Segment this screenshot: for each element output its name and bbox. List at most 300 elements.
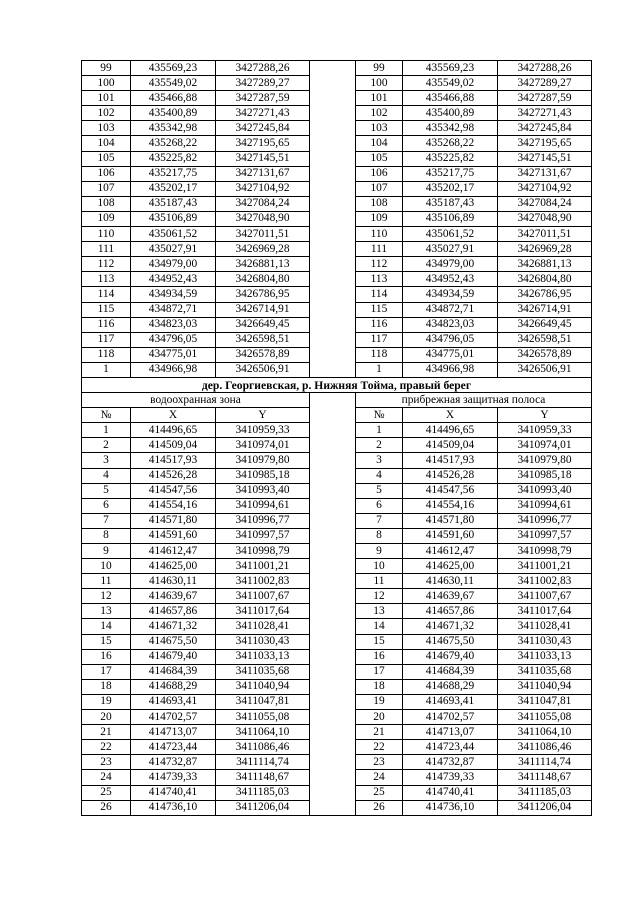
left-coord-x-cell: 414713,07 — [131, 725, 216, 740]
gap-cell — [310, 76, 356, 91]
right-coord-y-cell: 3411064,10 — [498, 725, 592, 740]
left-point-number-cell: 110 — [82, 227, 131, 242]
right-point-number-cell: 17 — [356, 664, 403, 679]
right-point-number-cell: 110 — [356, 227, 403, 242]
left-coord-x-cell: 414554,16 — [131, 498, 216, 513]
right-coord-y-cell: 3426881,13 — [498, 257, 592, 272]
left-coord-y-cell: 3427131,67 — [216, 166, 310, 181]
left-coord-x-cell: 435106,89 — [131, 211, 216, 226]
left-coord-x-cell: 414547,56 — [131, 483, 216, 498]
left-number-header: № — [82, 408, 131, 423]
left-coord-x-cell: 414526,28 — [131, 468, 216, 483]
left-coord-x-cell: 435217,75 — [131, 166, 216, 181]
table-row — [82, 227, 592, 242]
right-coord-y-cell: 3411035,68 — [498, 664, 592, 679]
left-coord-x-cell: 435027,91 — [131, 242, 216, 257]
right-coord-x-cell: 435225,82 — [403, 151, 498, 166]
table-row — [82, 61, 592, 76]
left-coord-x-cell: 414591,60 — [131, 528, 216, 543]
left-coord-x-cell: 435466,88 — [131, 91, 216, 106]
left-coord-y-cell: 3427084,24 — [216, 196, 310, 211]
right-coord-x-cell: 414740,41 — [403, 785, 498, 800]
right-coord-x-cell: 434952,43 — [403, 272, 498, 287]
right-coord-y-cell: 3411040,94 — [498, 679, 592, 694]
left-point-number-cell: 118 — [82, 347, 131, 362]
right-coord-x-cell: 414739,33 — [403, 770, 498, 785]
right-coord-x-cell: 434872,71 — [403, 302, 498, 317]
right-coord-y-cell: 3427195,65 — [498, 136, 592, 151]
left-coord-x-cell: 414657,86 — [131, 604, 216, 619]
right-point-number-cell: 10 — [356, 559, 403, 574]
right-coord-x-cell: 435187,43 — [403, 196, 498, 211]
left-point-number-cell: 12 — [82, 589, 131, 604]
right-coord-y-cell: 3426786,95 — [498, 287, 592, 302]
table-row — [82, 257, 592, 272]
right-coord-x-cell: 414509,04 — [403, 438, 498, 453]
left-point-number-cell: 22 — [82, 740, 131, 755]
left-coord-y-cell: 3426804,80 — [216, 272, 310, 287]
table-row — [82, 800, 592, 815]
left-coord-x-cell: 414675,50 — [131, 634, 216, 649]
table-row — [82, 740, 592, 755]
table-row — [82, 272, 592, 287]
left-coord-x-cell: 434775,01 — [131, 347, 216, 362]
right-coord-x-cell: 414496,65 — [403, 423, 498, 438]
left-coord-x-cell: 414702,57 — [131, 710, 216, 725]
gap-cell — [310, 453, 356, 468]
right-coord-x-cell: 435466,88 — [403, 91, 498, 106]
right-coord-x-cell: 434796,05 — [403, 332, 498, 347]
left-point-number-cell: 109 — [82, 211, 131, 226]
right-coord-y-cell: 3426598,51 — [498, 332, 592, 347]
gap-cell — [310, 211, 356, 226]
table-row — [82, 649, 592, 664]
table-row — [82, 438, 592, 453]
left-coord-x-cell: 435268,22 — [131, 136, 216, 151]
left-point-number-cell: 16 — [82, 649, 131, 664]
table-row — [82, 453, 592, 468]
left-point-number-cell: 102 — [82, 106, 131, 121]
left-y-header: Y — [216, 408, 310, 423]
left-coord-y-cell: 3410998,79 — [216, 544, 310, 559]
right-coord-x-cell: 414612,47 — [403, 544, 498, 559]
table-row — [82, 317, 592, 332]
left-point-number-cell: 111 — [82, 242, 131, 257]
left-coord-y-cell: 3411040,94 — [216, 679, 310, 694]
gap-cell — [310, 800, 356, 815]
left-coord-y-cell: 3410993,40 — [216, 483, 310, 498]
right-point-number-cell: 15 — [356, 634, 403, 649]
left-coord-x-cell: 434823,03 — [131, 317, 216, 332]
right-point-number-cell: 111 — [356, 242, 403, 257]
table-row — [82, 785, 592, 800]
right-coord-y-cell: 3411030,43 — [498, 634, 592, 649]
table-row — [82, 332, 592, 347]
left-coord-y-cell: 3427289,27 — [216, 76, 310, 91]
right-coord-x-cell: 435400,89 — [403, 106, 498, 121]
gap-cell — [310, 362, 356, 377]
gap-cell — [310, 649, 356, 664]
right-coord-y-cell: 3426506,91 — [498, 362, 592, 377]
left-coord-x-cell: 414739,33 — [131, 770, 216, 785]
section-title-row — [82, 377, 592, 392]
gap-cell — [310, 408, 356, 423]
left-point-number-cell: 24 — [82, 770, 131, 785]
left-coord-y-cell: 3411064,10 — [216, 725, 310, 740]
right-coord-y-cell: 3411086,46 — [498, 740, 592, 755]
right-coord-x-cell: 414630,11 — [403, 574, 498, 589]
left-coord-y-cell: 3411086,46 — [216, 740, 310, 755]
left-point-number-cell: 6 — [82, 498, 131, 513]
left-point-number-cell: 114 — [82, 287, 131, 302]
table-row — [82, 679, 592, 694]
gap-cell — [310, 347, 356, 362]
gap-cell — [310, 694, 356, 709]
left-coord-x-cell: 434952,43 — [131, 272, 216, 287]
left-coord-y-cell: 3411033,13 — [216, 649, 310, 664]
right-coord-y-cell: 3410998,79 — [498, 544, 592, 559]
left-x-header: X — [131, 408, 216, 423]
table-row — [82, 725, 592, 740]
left-coord-y-cell: 3411030,43 — [216, 634, 310, 649]
right-coord-y-cell: 3427289,27 — [498, 76, 592, 91]
left-coord-x-cell: 434872,71 — [131, 302, 216, 317]
right-point-number-cell: 9 — [356, 544, 403, 559]
left-coord-x-cell: 414732,87 — [131, 755, 216, 770]
table-row — [82, 287, 592, 302]
table-row — [82, 694, 592, 709]
right-coord-x-cell: 434775,01 — [403, 347, 498, 362]
left-coord-x-cell: 414740,41 — [131, 785, 216, 800]
right-coord-y-cell: 3427048,90 — [498, 211, 592, 226]
left-point-number-cell: 20 — [82, 710, 131, 725]
table-row — [82, 755, 592, 770]
right-coord-y-cell: 3411055,08 — [498, 710, 592, 725]
right-point-number-cell: 4 — [356, 468, 403, 483]
right-coord-x-cell: 414723,44 — [403, 740, 498, 755]
right-coord-x-cell: 434966,98 — [403, 362, 498, 377]
gap-cell — [310, 121, 356, 136]
table-row — [82, 770, 592, 785]
gap-cell — [310, 468, 356, 483]
left-point-number-cell: 115 — [82, 302, 131, 317]
table-row — [82, 196, 592, 211]
right-coord-y-cell: 3427011,51 — [498, 227, 592, 242]
right-coord-x-cell: 435217,75 — [403, 166, 498, 181]
right-coord-x-cell: 414517,93 — [403, 453, 498, 468]
right-zone-title: прибрежная защитная полоса — [356, 393, 592, 408]
left-coord-y-cell: 3426714,91 — [216, 302, 310, 317]
left-point-number-cell: 106 — [82, 166, 131, 181]
right-point-number-cell: 7 — [356, 513, 403, 528]
gap-cell — [310, 257, 356, 272]
right-coord-x-cell: 414657,86 — [403, 604, 498, 619]
gap-cell — [310, 589, 356, 604]
left-coord-x-cell: 435569,23 — [131, 61, 216, 76]
right-point-number-cell: 13 — [356, 604, 403, 619]
right-x-header: X — [403, 408, 498, 423]
left-point-number-cell: 3 — [82, 453, 131, 468]
left-point-number-cell: 1 — [82, 362, 131, 377]
gap-cell — [310, 740, 356, 755]
right-coord-y-cell: 3427287,59 — [498, 91, 592, 106]
left-coord-y-cell: 3427287,59 — [216, 91, 310, 106]
gap-cell — [310, 423, 356, 438]
left-coord-x-cell: 435061,52 — [131, 227, 216, 242]
right-coord-x-cell: 414591,60 — [403, 528, 498, 543]
right-point-number-cell: 16 — [356, 649, 403, 664]
gap-cell — [310, 725, 356, 740]
left-coord-y-cell: 3410979,80 — [216, 453, 310, 468]
left-coord-x-cell: 414693,41 — [131, 694, 216, 709]
right-coord-x-cell: 434823,03 — [403, 317, 498, 332]
right-coord-y-cell: 3411017,64 — [498, 604, 592, 619]
table-row — [82, 181, 592, 196]
left-coord-y-cell: 3410996,77 — [216, 513, 310, 528]
right-point-number-cell: 116 — [356, 317, 403, 332]
left-point-number-cell: 14 — [82, 619, 131, 634]
right-coord-y-cell: 3427145,51 — [498, 151, 592, 166]
left-coord-y-cell: 3410997,57 — [216, 528, 310, 543]
left-coord-x-cell: 414736,10 — [131, 800, 216, 815]
right-coord-x-cell: 435202,17 — [403, 181, 498, 196]
left-coord-y-cell: 3411017,64 — [216, 604, 310, 619]
gap-cell — [310, 136, 356, 151]
right-coord-y-cell: 3410974,01 — [498, 438, 592, 453]
left-point-number-cell: 10 — [82, 559, 131, 574]
left-coord-x-cell: 414612,47 — [131, 544, 216, 559]
right-coord-x-cell: 414554,16 — [403, 498, 498, 513]
left-coord-y-cell: 3426649,45 — [216, 317, 310, 332]
table-row — [82, 106, 592, 121]
table-row — [82, 423, 592, 438]
left-coord-x-cell: 435225,82 — [131, 151, 216, 166]
gap-cell — [310, 634, 356, 649]
right-coord-y-cell: 3410993,40 — [498, 483, 592, 498]
left-coord-x-cell: 414517,93 — [131, 453, 216, 468]
left-coord-x-cell: 435202,17 — [131, 181, 216, 196]
right-coord-y-cell: 3427084,24 — [498, 196, 592, 211]
table-row — [82, 242, 592, 257]
left-coord-y-cell: 3410974,01 — [216, 438, 310, 453]
left-point-number-cell: 112 — [82, 257, 131, 272]
gap-cell — [310, 438, 356, 453]
left-coord-x-cell: 435342,98 — [131, 121, 216, 136]
table-row — [82, 664, 592, 679]
table-row — [82, 136, 592, 151]
right-coord-x-cell: 414684,39 — [403, 664, 498, 679]
left-coord-y-cell: 3411148,67 — [216, 770, 310, 785]
left-coord-y-cell: 3411114,74 — [216, 755, 310, 770]
right-coord-y-cell: 3410994,61 — [498, 498, 592, 513]
gap-cell — [310, 664, 356, 679]
right-coord-x-cell: 414736,10 — [403, 800, 498, 815]
left-point-number-cell: 4 — [82, 468, 131, 483]
right-point-number-cell: 113 — [356, 272, 403, 287]
left-coord-y-cell: 3411001,21 — [216, 559, 310, 574]
left-coord-x-cell: 414639,67 — [131, 589, 216, 604]
right-point-number-cell: 102 — [356, 106, 403, 121]
right-coord-y-cell: 3426649,45 — [498, 317, 592, 332]
left-point-number-cell: 15 — [82, 634, 131, 649]
left-coord-y-cell: 3411002,83 — [216, 574, 310, 589]
right-coord-y-cell: 3411047,81 — [498, 694, 592, 709]
left-point-number-cell: 104 — [82, 136, 131, 151]
right-coord-y-cell: 3411001,21 — [498, 559, 592, 574]
table-row — [82, 362, 592, 377]
left-coord-y-cell: 3411047,81 — [216, 694, 310, 709]
gap-cell — [310, 619, 356, 634]
right-point-number-cell: 18 — [356, 679, 403, 694]
gap-cell — [310, 302, 356, 317]
left-point-number-cell: 21 — [82, 725, 131, 740]
left-coord-y-cell: 3411055,08 — [216, 710, 310, 725]
left-point-number-cell: 103 — [82, 121, 131, 136]
right-point-number-cell: 99 — [356, 61, 403, 76]
left-coord-y-cell: 3427145,51 — [216, 151, 310, 166]
left-point-number-cell: 19 — [82, 694, 131, 709]
right-point-number-cell: 104 — [356, 136, 403, 151]
table-row — [82, 604, 592, 619]
left-point-number-cell: 8 — [82, 528, 131, 543]
left-coord-x-cell: 435187,43 — [131, 196, 216, 211]
gap-cell — [310, 393, 356, 408]
right-coord-x-cell: 414571,80 — [403, 513, 498, 528]
table-row — [82, 634, 592, 649]
gap-cell — [310, 574, 356, 589]
right-coord-x-cell: 414693,41 — [403, 694, 498, 709]
left-point-number-cell: 116 — [82, 317, 131, 332]
gap-cell — [310, 528, 356, 543]
left-coord-x-cell: 435400,89 — [131, 106, 216, 121]
left-point-number-cell: 26 — [82, 800, 131, 815]
gap-cell — [310, 227, 356, 242]
left-point-number-cell: 23 — [82, 755, 131, 770]
left-coord-y-cell: 3427104,92 — [216, 181, 310, 196]
right-coord-y-cell: 3426714,91 — [498, 302, 592, 317]
right-point-number-cell: 114 — [356, 287, 403, 302]
right-point-number-cell: 109 — [356, 211, 403, 226]
right-coord-x-cell: 414625,00 — [403, 559, 498, 574]
right-coord-y-cell: 3410985,18 — [498, 468, 592, 483]
right-coord-y-cell: 3426969,28 — [498, 242, 592, 257]
right-coord-y-cell: 3410959,33 — [498, 423, 592, 438]
right-point-number-cell: 8 — [356, 528, 403, 543]
left-coord-y-cell: 3426881,13 — [216, 257, 310, 272]
gap-cell — [310, 513, 356, 528]
right-coord-y-cell: 3411033,13 — [498, 649, 592, 664]
left-coord-x-cell: 414723,44 — [131, 740, 216, 755]
gap-cell — [310, 604, 356, 619]
left-coord-y-cell: 3426506,91 — [216, 362, 310, 377]
left-point-number-cell: 7 — [82, 513, 131, 528]
gap-cell — [310, 242, 356, 257]
left-point-number-cell: 18 — [82, 679, 131, 694]
right-point-number-cell: 1 — [356, 423, 403, 438]
table-row — [82, 544, 592, 559]
right-coord-y-cell: 3411007,67 — [498, 589, 592, 604]
right-coord-y-cell: 3410996,77 — [498, 513, 592, 528]
left-coord-x-cell: 434979,00 — [131, 257, 216, 272]
left-coord-y-cell: 3410959,33 — [216, 423, 310, 438]
left-coord-x-cell: 414509,04 — [131, 438, 216, 453]
right-point-number-cell: 118 — [356, 347, 403, 362]
gap-cell — [310, 679, 356, 694]
left-coord-y-cell: 3410985,18 — [216, 468, 310, 483]
table-row — [82, 166, 592, 181]
left-coord-x-cell: 434966,98 — [131, 362, 216, 377]
table-row — [82, 528, 592, 543]
table-row — [82, 559, 592, 574]
right-coord-x-cell: 414526,28 — [403, 468, 498, 483]
gap-cell — [310, 785, 356, 800]
left-coord-y-cell: 3427195,65 — [216, 136, 310, 151]
left-zone-title: водоохранная зона — [82, 393, 310, 408]
right-y-header: Y — [498, 408, 592, 423]
right-point-number-cell: 3 — [356, 453, 403, 468]
table-row — [82, 483, 592, 498]
left-coord-y-cell: 3411206,04 — [216, 800, 310, 815]
right-coord-x-cell: 414713,07 — [403, 725, 498, 740]
left-point-number-cell: 13 — [82, 604, 131, 619]
right-coord-x-cell: 414688,29 — [403, 679, 498, 694]
right-coord-x-cell: 435569,23 — [403, 61, 498, 76]
zone-title-row — [82, 393, 592, 408]
right-coord-y-cell: 3427288,26 — [498, 61, 592, 76]
left-coord-x-cell: 414625,00 — [131, 559, 216, 574]
table-row — [82, 710, 592, 725]
table-row — [82, 347, 592, 362]
right-point-number-cell: 19 — [356, 694, 403, 709]
left-coord-y-cell: 3427288,26 — [216, 61, 310, 76]
right-coord-x-cell: 435027,91 — [403, 242, 498, 257]
table-row — [82, 498, 592, 513]
left-coord-y-cell: 3427048,90 — [216, 211, 310, 226]
right-point-number-cell: 12 — [356, 589, 403, 604]
right-point-number-cell: 107 — [356, 181, 403, 196]
left-coord-y-cell: 3410994,61 — [216, 498, 310, 513]
left-point-number-cell: 1 — [82, 423, 131, 438]
table-row — [82, 151, 592, 166]
section-title: дер. Георгиевская, р. Нижняя Тойма, правый берег — [82, 377, 592, 392]
left-point-number-cell: 113 — [82, 272, 131, 287]
left-coord-y-cell: 3426786,95 — [216, 287, 310, 302]
right-point-number-cell: 25 — [356, 785, 403, 800]
left-coord-y-cell: 3411185,03 — [216, 785, 310, 800]
right-coord-x-cell: 414639,67 — [403, 589, 498, 604]
gap-cell — [310, 106, 356, 121]
left-coord-x-cell: 434934,59 — [131, 287, 216, 302]
gap-cell — [310, 498, 356, 513]
right-coord-y-cell: 3411114,74 — [498, 755, 592, 770]
left-coord-y-cell: 3426578,89 — [216, 347, 310, 362]
left-coord-y-cell: 3411035,68 — [216, 664, 310, 679]
table-row — [82, 121, 592, 136]
right-point-number-cell: 117 — [356, 332, 403, 347]
right-coord-x-cell: 414547,56 — [403, 483, 498, 498]
left-point-number-cell: 2 — [82, 438, 131, 453]
left-coord-x-cell: 414571,80 — [131, 513, 216, 528]
right-point-number-cell: 108 — [356, 196, 403, 211]
right-coord-x-cell: 414702,57 — [403, 710, 498, 725]
left-point-number-cell: 25 — [82, 785, 131, 800]
column-header-row — [82, 408, 592, 423]
right-coord-x-cell: 435549,02 — [403, 76, 498, 91]
right-point-number-cell: 106 — [356, 166, 403, 181]
left-point-number-cell: 100 — [82, 76, 131, 91]
right-point-number-cell: 24 — [356, 770, 403, 785]
right-coord-y-cell: 3411185,03 — [498, 785, 592, 800]
